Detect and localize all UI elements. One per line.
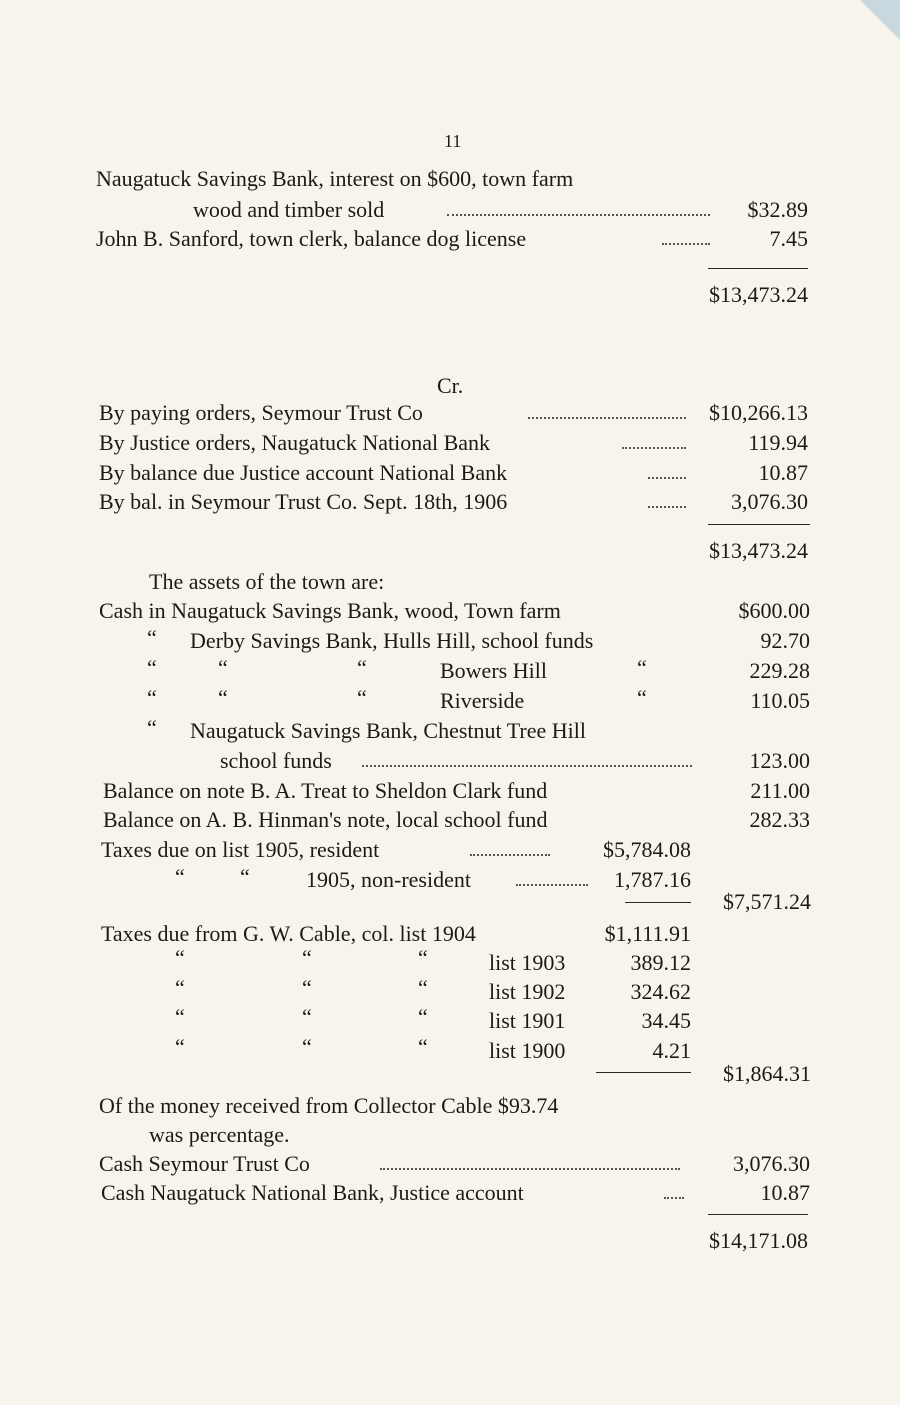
credit-row-amount: 10.87	[758, 460, 808, 485]
ditto-mark: “	[175, 1004, 185, 1029]
cable-list-year: list 1900	[489, 1038, 566, 1063]
cable-list-amount: 389.12	[630, 950, 691, 975]
asset-amount: 92.70	[760, 628, 810, 653]
credit-row-label: By bal. in Seymour Trust Co. Sept. 18th, 1906	[99, 489, 508, 514]
cable-intro: Taxes due from G. W. Cable, col. list 1904	[101, 921, 476, 946]
ditto-mark: “	[147, 715, 157, 740]
leader-dots	[447, 214, 710, 216]
ditto-mark: “	[418, 945, 428, 970]
assets-intro: The assets of the town are:	[149, 569, 385, 594]
asset-cash-main: Cash in Naugatuck Savings Bank, wood, Town farm	[99, 598, 561, 623]
taxes-nonresident: 1905, non-resident	[306, 867, 471, 892]
credit-total: $13,473.24	[709, 538, 808, 563]
ditto-mark: “	[418, 1004, 428, 1029]
amount-interest: $32.89	[747, 197, 808, 222]
ditto-mark: “	[175, 975, 185, 1000]
receipt-line-dog-license: John B. Sanford, town clerk, balance dog license	[96, 226, 527, 251]
amount-dog-license: 7.45	[769, 226, 808, 251]
grand-total: $14,171.08	[709, 1228, 808, 1253]
taxes-resident: Taxes due on list 1905, resident	[101, 837, 380, 862]
receipt-line-wood: wood and timber sold	[193, 197, 385, 222]
credit-row-amount: $10,266.13	[709, 400, 808, 425]
ditto-mark: “	[302, 945, 312, 970]
cable-list-year: list 1903	[489, 950, 566, 975]
leader-dots	[648, 477, 686, 479]
ditto-mark: “	[357, 685, 367, 710]
credit-row-amount: 119.94	[748, 430, 808, 455]
cable-total: $1,864.31	[723, 1061, 811, 1086]
sum-rule	[596, 1072, 691, 1073]
asset-bowers: Bowers Hill	[440, 658, 547, 683]
cable-list-amount: 4.21	[652, 1038, 691, 1063]
sum-rule	[625, 902, 691, 903]
cable-amount-1904: $1,111.91	[604, 921, 691, 946]
taxes-total: $7,571.24	[723, 889, 811, 914]
cash-naugatuck-national-amount: 10.87	[760, 1180, 810, 1205]
taxes-nonresident-amount: 1,787.16	[614, 867, 691, 892]
leader-dots	[516, 884, 588, 886]
cable-list-year: list 1902	[489, 979, 566, 1004]
ditto-mark: “	[240, 864, 250, 889]
sum-rule	[708, 1214, 808, 1215]
ditto-mark: “	[147, 655, 157, 680]
sum-rule	[708, 524, 810, 525]
asset-chestnut-cont: school funds	[220, 748, 332, 773]
credit-heading: Cr.	[437, 373, 464, 398]
asset-amount: 229.28	[749, 658, 810, 683]
page-number: 11	[444, 131, 462, 151]
ditto-mark: “	[302, 1004, 312, 1029]
ditto-mark: “	[418, 1034, 428, 1059]
asset-amount: 110.05	[750, 688, 810, 713]
ditto-mark: “	[147, 685, 157, 710]
sum-rule	[708, 268, 808, 269]
asset-hinman-note: Balance on A. B. Hinman's note, local school fund	[103, 807, 548, 832]
leader-dots	[528, 417, 686, 419]
ditto-mark: “	[302, 1034, 312, 1059]
cable-list-amount: 34.45	[641, 1008, 691, 1033]
taxes-resident-amount: $5,784.08	[603, 837, 691, 862]
ditto-mark: “	[147, 625, 157, 650]
asset-amount: 211.00	[750, 778, 810, 803]
ditto-mark: “	[302, 975, 312, 1000]
leader-dots	[362, 765, 692, 767]
leader-dots	[380, 1168, 680, 1170]
ditto-mark: “	[175, 1034, 185, 1059]
receipt-line-interest: Naugatuck Savings Bank, interest on $600, town farm	[96, 166, 574, 191]
leader-dots	[662, 243, 710, 245]
ditto-mark: “	[218, 685, 228, 710]
leader-dots	[664, 1197, 684, 1199]
cash-naugatuck-national: Cash Naugatuck National Bank, Justice account	[101, 1180, 524, 1205]
leader-dots	[622, 447, 686, 449]
leader-dots	[470, 854, 550, 856]
percentage-note-cont: was percentage.	[149, 1122, 290, 1147]
ditto-mark: “	[218, 655, 228, 680]
asset-amount: 282.33	[749, 807, 810, 832]
credit-row-label: By paying orders, Seymour Trust Co	[99, 400, 423, 425]
asset-treat-note: Balance on note B. A. Treat to Sheldon Clark fund	[103, 778, 548, 803]
asset-amount: $600.00	[738, 598, 810, 623]
asset-amount: 123.00	[749, 748, 810, 773]
percentage-note: Of the money received from Collector Cable $93.74	[99, 1093, 559, 1118]
asset-riverside: Riverside	[440, 688, 525, 713]
page-corner	[860, 0, 900, 40]
cash-seymour-amount: 3,076.30	[733, 1151, 810, 1176]
credit-row-label: By Justice orders, Naugatuck National Bank	[99, 430, 491, 455]
receipts-total: $13,473.24	[709, 282, 808, 307]
ditto-mark: “	[357, 655, 367, 680]
ditto-mark: “	[637, 655, 647, 680]
cash-seymour: Cash Seymour Trust Co	[99, 1151, 310, 1176]
ditto-mark: “	[175, 864, 185, 889]
asset-chestnut: Naugatuck Savings Bank, Chestnut Tree Hill	[190, 718, 586, 743]
cable-list-year: list 1901	[489, 1008, 566, 1033]
leader-dots	[648, 506, 686, 508]
ditto-mark: “	[637, 685, 647, 710]
credit-row-amount: 3,076.30	[731, 489, 808, 514]
credit-row-label: By balance due Justice account National Bank	[99, 460, 508, 485]
ditto-mark: “	[418, 975, 428, 1000]
asset-derby: Derby Savings Bank, Hulls Hill, school funds	[190, 628, 594, 653]
cable-list-amount: 324.62	[630, 979, 691, 1004]
ditto-mark: “	[175, 945, 185, 970]
